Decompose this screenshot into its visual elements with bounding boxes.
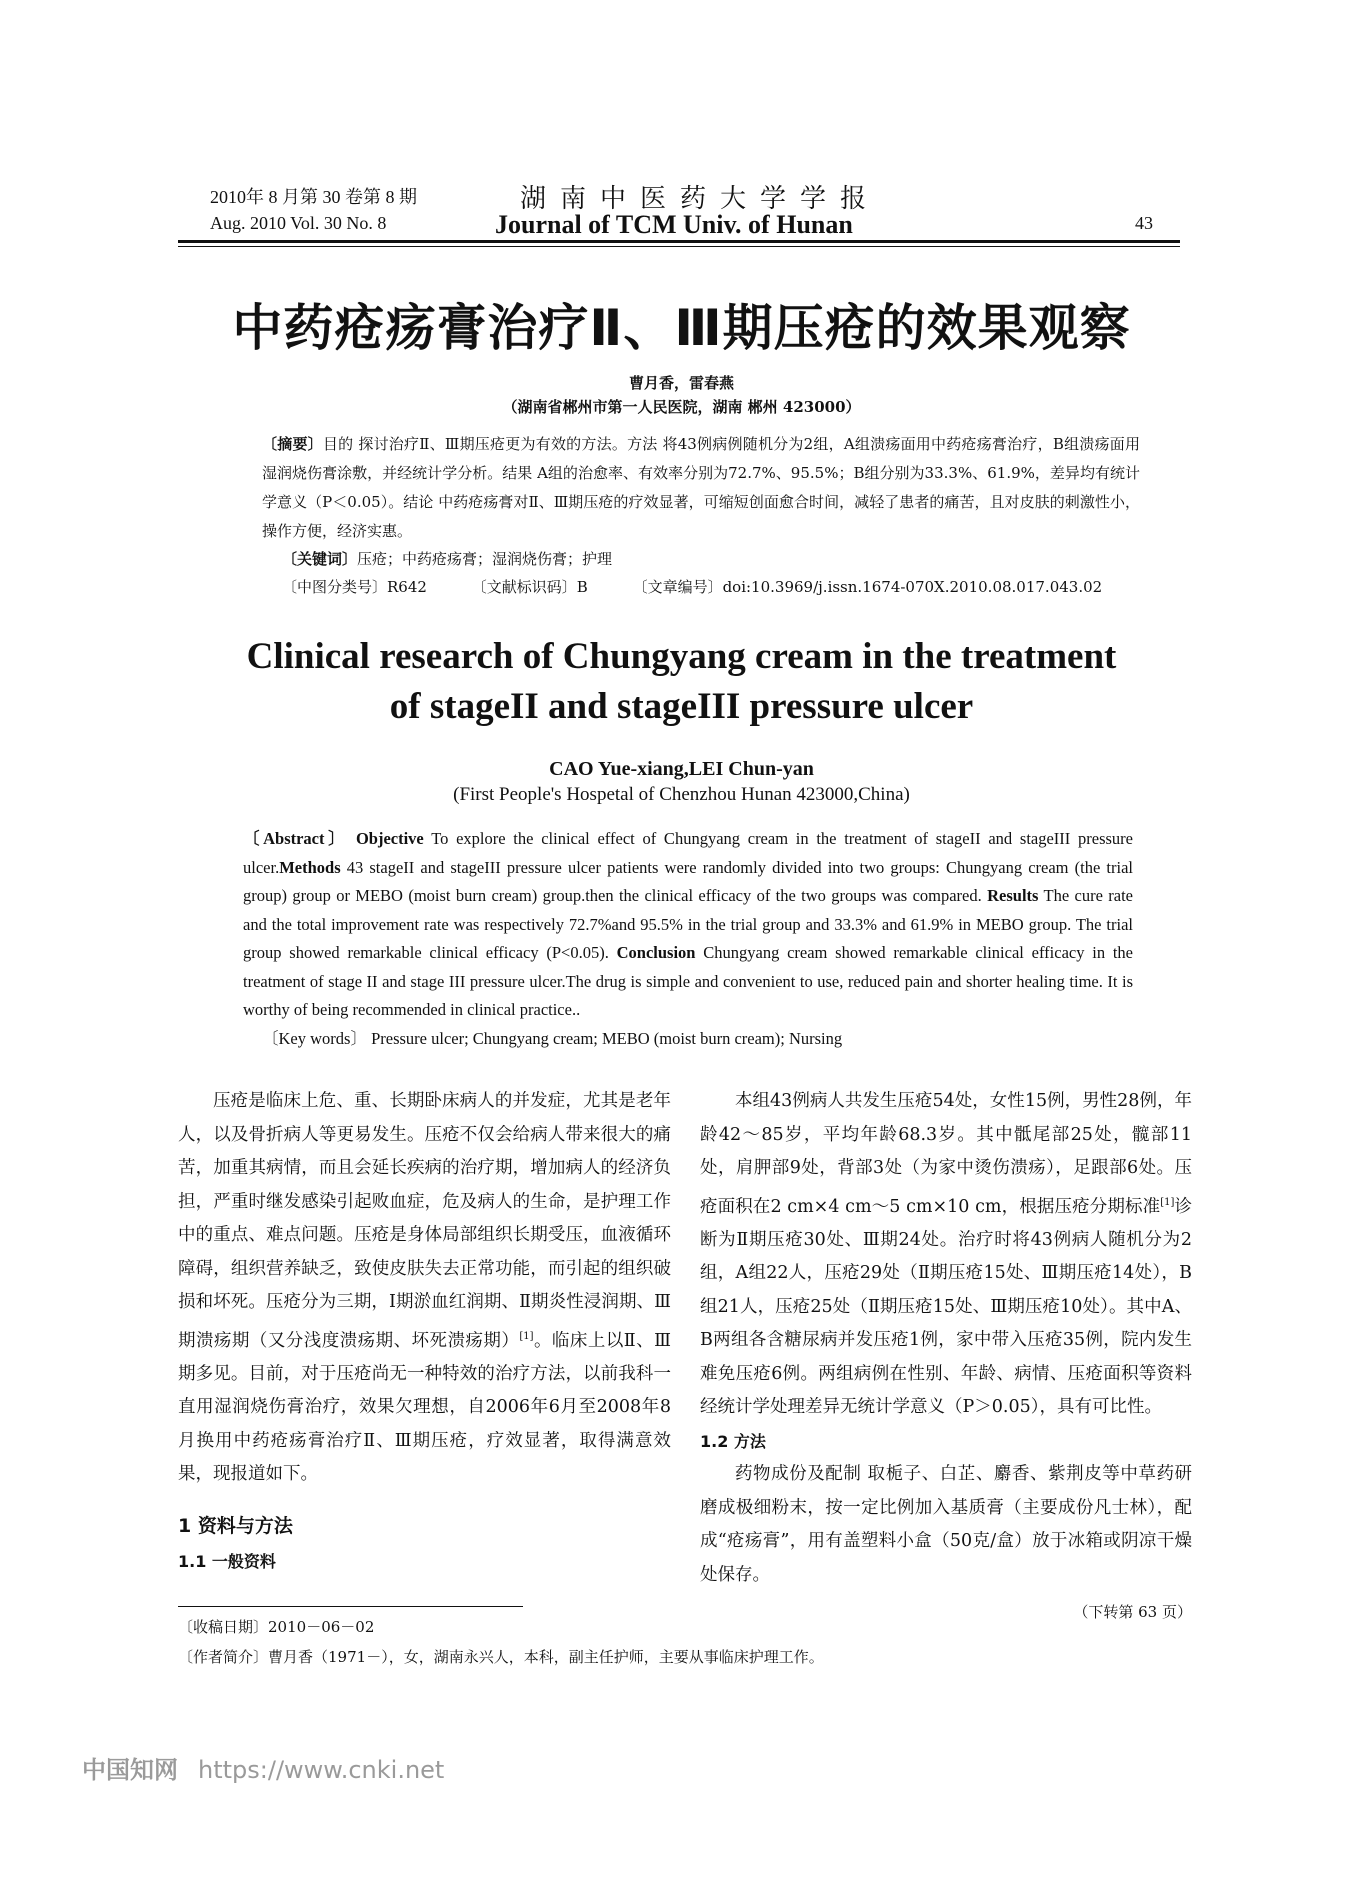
conclusion-label: Conclusion (616, 943, 696, 962)
article-title-en-line2: of stageII and stageIII pressure ulcer (389, 686, 974, 727)
intro-text-a: 压疮是临床上危、重、长期卧床病人的并发症，尤其是老年人，以及骨折病人等更易发生。压疮不仅会给病人带来很大的痛苦，加重其病情，而且会延长疾病的治疗期，增加病人的经济负担，严重时继发感染引起败血症，危及病人的生命，是护理工作中的重点、难点问题。压疮是身体局部组织长期受压，血液循环障碍，组织营养缺乏，致使皮肤失去正常功能，而引起的组织破损和坏死。压疮分为三期，Ⅰ期淤血红润期、Ⅱ期炎性浸润期、Ⅲ期溃疡期（又分浅度溃疡期、坏死溃疡期） (178, 1091, 671, 1351)
intro-paragraph (178, 1085, 671, 1492)
objective-text: To explore the clinical effect of Chungyang cream in the treatment of stageII and stageIII pressure ulcer. (243, 829, 1133, 877)
intro-ref: [1] (519, 1330, 534, 1342)
cnki-logo: 中国知网 (82, 1756, 178, 1784)
author-bio (178, 1646, 824, 1667)
objective-label: Objective (355, 829, 424, 848)
body-left-column (178, 1085, 671, 1579)
classification-row (282, 576, 1102, 597)
header-en-issue: Aug. 2010 Vol. 30 No. 8 (210, 213, 387, 233)
keywords-en (262, 1025, 842, 1049)
keywords-cn-label: 〔关键词〕 (282, 550, 358, 568)
abstract-cn-label: 〔摘要〕 (262, 435, 323, 453)
article-title-en (0, 632, 1363, 732)
header-rule-thick (178, 240, 1180, 243)
results-label: Results (987, 886, 1039, 905)
abstract-en (243, 825, 1133, 1025)
section-1-heading: 1 资料与方法 (178, 1514, 293, 1537)
body-right-column (700, 1085, 1192, 1630)
journal-title-en: Journal of TCM Univ. of Hunan (495, 210, 853, 239)
abstract-cn-text: 目的 探讨治疗Ⅱ、Ⅲ期压疮更为有效的方法。方法 将43例病例随机分为2组，A组溃疡面用中药疮疡膏治疗，B组溃疡面用湿润烧伤膏涂敷，并经统计学分析。结果 A组的治愈率、有效率分别为72.7%、95.5%；B组分别为33.3%、61.9%，差异均有统计学意义（P＜0.05）。结论 中药疮疡膏对Ⅱ、Ⅲ期压疮的疗效显著，可缩短创面愈合时间，减轻了患者的痛苦，且对皮肤的刺激性小，操作方便，经济实惠。 (262, 435, 1140, 540)
doc-code-value: B (576, 578, 588, 596)
methods-text: 43 stageII and stageIII pressure ulcer patients were randomly divided into two groups: Chungyang cream (the trial group) group or MEBO (moist burn cream) group.then the clinical efficacy of the two groups was compared. (243, 857, 1133, 905)
section-1-1-heading: 1.1 一般资料 (178, 1552, 276, 1572)
clc-label: 〔中图分类号〕 (282, 578, 388, 596)
cases-ref: [1] (1160, 1196, 1175, 1208)
page-number: 43 (1135, 213, 1153, 233)
keywords-en-text: Pressure ulcer; Chungyang cream; MEBO (moist burn cream); Nursing (366, 1029, 843, 1048)
cnki-watermark (82, 1750, 444, 1785)
header-rule-thin (178, 246, 1180, 247)
methods-label: Methods (279, 857, 341, 877)
received-date (178, 1616, 374, 1637)
doc-code-label: 〔文献标识码〕 (471, 578, 577, 596)
journal-title-cn: 湖南中医药大学学报 (520, 184, 881, 214)
affiliation-en: (First People's Hospetal of Chenzhou Hunan 423000,China) (453, 784, 910, 805)
author-bio-text: 曹月香（1971－），女，湖南永兴人，本科，副主任护师，主要从事临床护理工作。 (268, 1648, 824, 1666)
article-no-value: doi:10.3969/j.issn.1674-070X.2010.08.017.043.02 (722, 578, 1103, 596)
received-label: 〔收稿日期〕 (178, 1618, 269, 1636)
results-text: The cure rate and the total improvement rate was respectively 72.7%and 95.5% in the trial group and 33.3% and 61.9% in MEBO group. The trial group showed remarkable clinical efficacy (P<0.05). (243, 886, 1133, 962)
authors-en: CAO Yue-xiang,LEI Chun-yan (549, 758, 814, 780)
article-title-cn: 中药疮疡膏治疗Ⅱ、Ⅲ期压疮的效果观察 (232, 299, 1131, 357)
methods-paragraph: 药物成份及配制 取栀子、白芷、麝香、紫荆皮等中草药研磨成极细粉末，按一定比例加入基质膏（主要成份凡士林），配成“疮疡膏”，用有盖塑料小盒（50克/盒）放于冰箱或阴凉干燥处保存。 (700, 1464, 1192, 1585)
received-value: 2010－06－02 (268, 1618, 375, 1636)
abstract-cn (262, 430, 1140, 546)
keywords-en-label: 〔Key words〕 (262, 1029, 367, 1048)
clc-value: R642 (387, 578, 427, 596)
cases-paragraph (700, 1085, 1192, 1425)
intro-text-b: 。临床上以Ⅱ、Ⅲ期多见。目前，对于压疮尚无一种特效的治疗方法，以前我科一直用湿润烧伤膏治疗，效果欠理想，自2006年6月至2008年8月换用中药疮疡膏治疗Ⅱ、Ⅲ期压疮，疗效显著，取得满意效果，现报道如下。 (178, 1330, 671, 1485)
article-title-en-line1: Clinical research of Chungyang cream in the treatment (246, 636, 1117, 677)
authors-cn: 曹月香，雷春燕 (628, 374, 734, 392)
continued-note: （下转第 63 页） (1073, 1603, 1192, 1622)
header-cn-issue: 2010年 8 月第 30 卷第 8 期 (210, 187, 417, 207)
section-1-2-heading: 1.2 方法 (700, 1431, 766, 1451)
keywords-cn (282, 548, 612, 569)
footnote-rule (178, 1606, 523, 1607)
affiliation-cn: （湖南省郴州市第一人民医院，湖南 郴州 423000） (502, 398, 861, 416)
article-no-label: 〔文章编号〕 (632, 578, 723, 596)
keywords-cn-text: 压疮；中药疮疡膏；湿润烧伤膏；护理 (357, 550, 613, 568)
cases-text-a: 本组43例病人共发生压疮54处，女性15例，男性28例，年龄42～85岁，平均年龄68.3岁。其中骶尾部25处，髋部11处，肩胛部9处，背部3处（为家中烫伤溃疡），足跟部6处。压疮面积在2 cm×4 cm～5 cm×10 cm，根据压疮分期标准 (700, 1091, 1192, 1217)
cnki-url[interactable]: https://www.cnki.net (198, 1756, 445, 1784)
conclusion-text: Chungyang cream showed remarkable clinical efficacy in the treatment of stage II and stage III pressure ulcer.The drug is simple and convenient to use, reduced pain and shorter healing time. It is worthy of being recommended in clinical practice.. (243, 943, 1134, 1019)
author-bio-label: 〔作者简介〕 (178, 1648, 269, 1666)
abstract-en-label: 〔Abstract〕 (243, 829, 349, 848)
cases-text-b: 诊断为Ⅱ期压疮30处、Ⅲ期24处。治疗时将43例病人随机分为2组，A组22人，压疮29处（Ⅱ期压疮15处、Ⅲ期压疮14处），B组21人，压疮25处（Ⅱ期压疮15处、Ⅲ期压疮10处）。其中A、B两组各含糖尿病并发压疮1例，家中带入压疮35例，院内发生难免压疮6例。两组病例在性别、年龄、病情、压疮面积等资料经统计学处理差异无统计学意义（P＞0.05），具有可比性。 (700, 1196, 1193, 1418)
